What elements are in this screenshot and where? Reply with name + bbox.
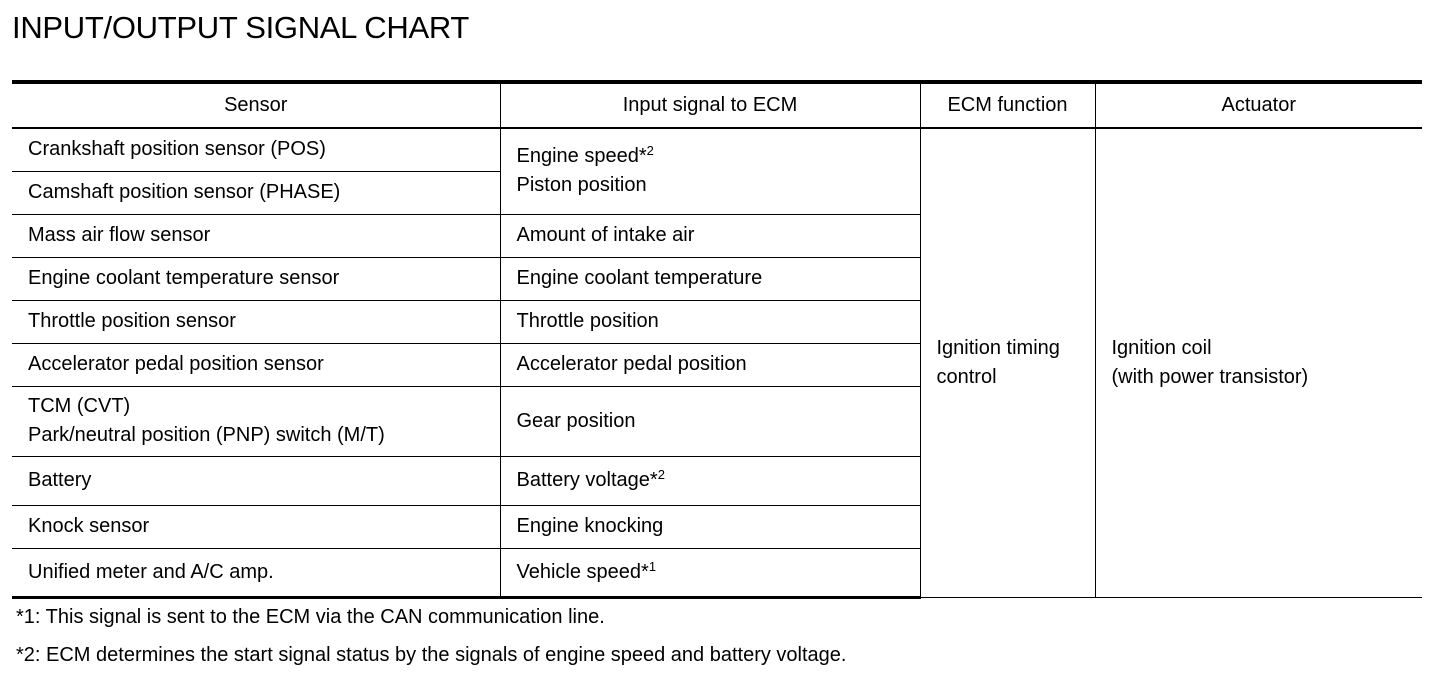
sensor-cell: Accelerator pedal position sensor (12, 343, 500, 386)
sensor-cell: Camshaft position sensor (PHASE) (12, 171, 500, 214)
sensor-cell: Unified meter and A/C amp. (12, 548, 500, 597)
header-input-signal: Input signal to ECM (500, 82, 920, 128)
input-line: Engine speed* (516, 145, 647, 168)
input-cell: Engine knocking (500, 505, 920, 548)
footnote-1: *1: This signal is sent to the ECM via the CAN communication line. (16, 606, 605, 628)
footnote-2: *2: ECM determines the start signal status by the signals of engine speed and battery voltage. (16, 644, 847, 666)
footnotes (16, 603, 846, 679)
actuator-line: (with power transistor) (1111, 365, 1309, 388)
input-cell: Throttle position (500, 300, 920, 343)
sensor-line: Park/neutral position (PNP) switch (M/T) (28, 424, 385, 446)
table-row (12, 128, 1422, 171)
sensor-cell: Throttle position sensor (12, 300, 500, 343)
input-cell (500, 548, 920, 597)
sensor-line: TCM (CVT) (28, 395, 131, 417)
input-cell: Gear position (500, 386, 920, 456)
header-actuator: Actuator (1095, 82, 1422, 128)
signal-chart-table (12, 80, 1422, 599)
sensor-cell: Crankshaft position sensor (POS) (12, 128, 500, 171)
header-ecm-function: ECM function (920, 82, 1095, 128)
input-cell: Amount of intake air (500, 214, 920, 257)
input-cell-engine-speed (500, 128, 920, 214)
input-text: Vehicle speed* (516, 560, 649, 583)
ecm-function-cell (920, 128, 1095, 597)
input-text: Battery voltage* (516, 469, 658, 491)
sensor-cell: Mass air flow sensor (12, 214, 500, 257)
sensor-cell: Knock sensor (12, 505, 500, 548)
sensor-cell: Battery (12, 456, 500, 505)
input-cell: Engine coolant temperature (500, 257, 920, 300)
header-sensor: Sensor (12, 82, 500, 128)
function-line: Ignition timing (936, 336, 1060, 359)
input-line: Piston position (516, 174, 647, 197)
page-title: INPUT/OUTPUT SIGNAL CHART (12, 10, 469, 45)
sensor-cell: Engine coolant temperature sensor (12, 257, 500, 300)
footnote-ref: 2 (646, 143, 654, 159)
sensor-cell (12, 386, 500, 456)
actuator-line: Ignition coil (1111, 336, 1212, 359)
header-row (12, 82, 1422, 128)
footnote-ref: 1 (648, 558, 657, 574)
actuator-cell (1095, 128, 1422, 597)
footnote-ref: 2 (657, 467, 665, 482)
input-cell: Accelerator pedal position (500, 343, 920, 386)
function-line: control (936, 365, 997, 388)
input-cell (500, 456, 920, 505)
